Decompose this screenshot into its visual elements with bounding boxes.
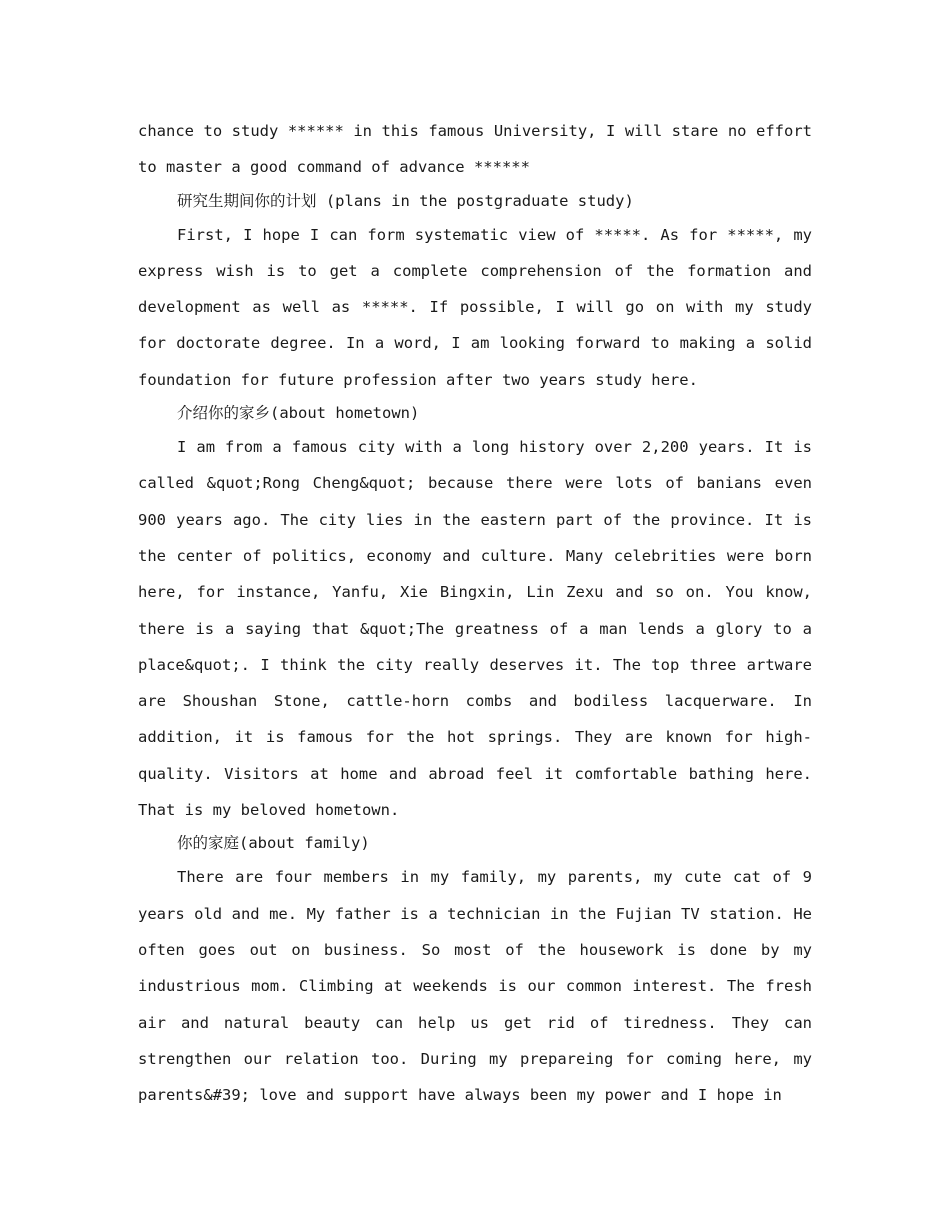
section-heading-plans: 研究生期间你的计划 (plans in the postgraduate study) xyxy=(177,191,634,210)
document-body xyxy=(138,113,812,1113)
paragraph-family: There are four members in my family, my parents, my cute cat of 9 years old and me. My father is a technician in the Fujian TV station. He often goes out on business. So most of the housework is done by my industrious mom. Climbing at weekends is our common interest. The fresh air and natural beauty can help us get rid of tiredness. They can strengthen our relation too. During my prepareing for coming here, my parents&#39; love and support have always been my power and I hope in xyxy=(138,868,812,1105)
paragraph-hometown: I am from a famous city with a long history over 2,200 years. It is called &quot;Rong Cheng&quot; because there were lots of banians even 900 years ago. The city lies in the eastern part of the province. It is the center of politics, economy and culture. Many celebrities were born here, for instance, Yanfu, Xie Bingxin, Lin Zexu and so on. You know, there is a saying that &quot;The greatness of a man lends a glory to a place&quot;. I think the city really deserves it. The top three artware are Shoushan Stone, cattle-horn combs and bodiless lacquerware. In addition, it is famous for the hot springs. They are known for high-quality. Visitors at home and abroad feel it comfortable bathing here. That is my beloved hometown. xyxy=(138,438,812,820)
paragraph-plans: First, I hope I can form systematic view of *****. As for *****, my express wish is to get a complete comprehension of the formation and development as well as *****. If possible, I will go on with my study for doctorate degree. In a word, I am looking forward to making a solid foundation for future profession after two years study here. xyxy=(138,225,812,389)
section-heading-family: 你的家庭(about family) xyxy=(177,834,370,853)
paragraph-continuation: chance to study ****** in this famous University, I will stare no effort to master a good command of advance ****** xyxy=(138,122,812,177)
section-heading-hometown: 介绍你的家乡(about hometown) xyxy=(177,404,420,423)
